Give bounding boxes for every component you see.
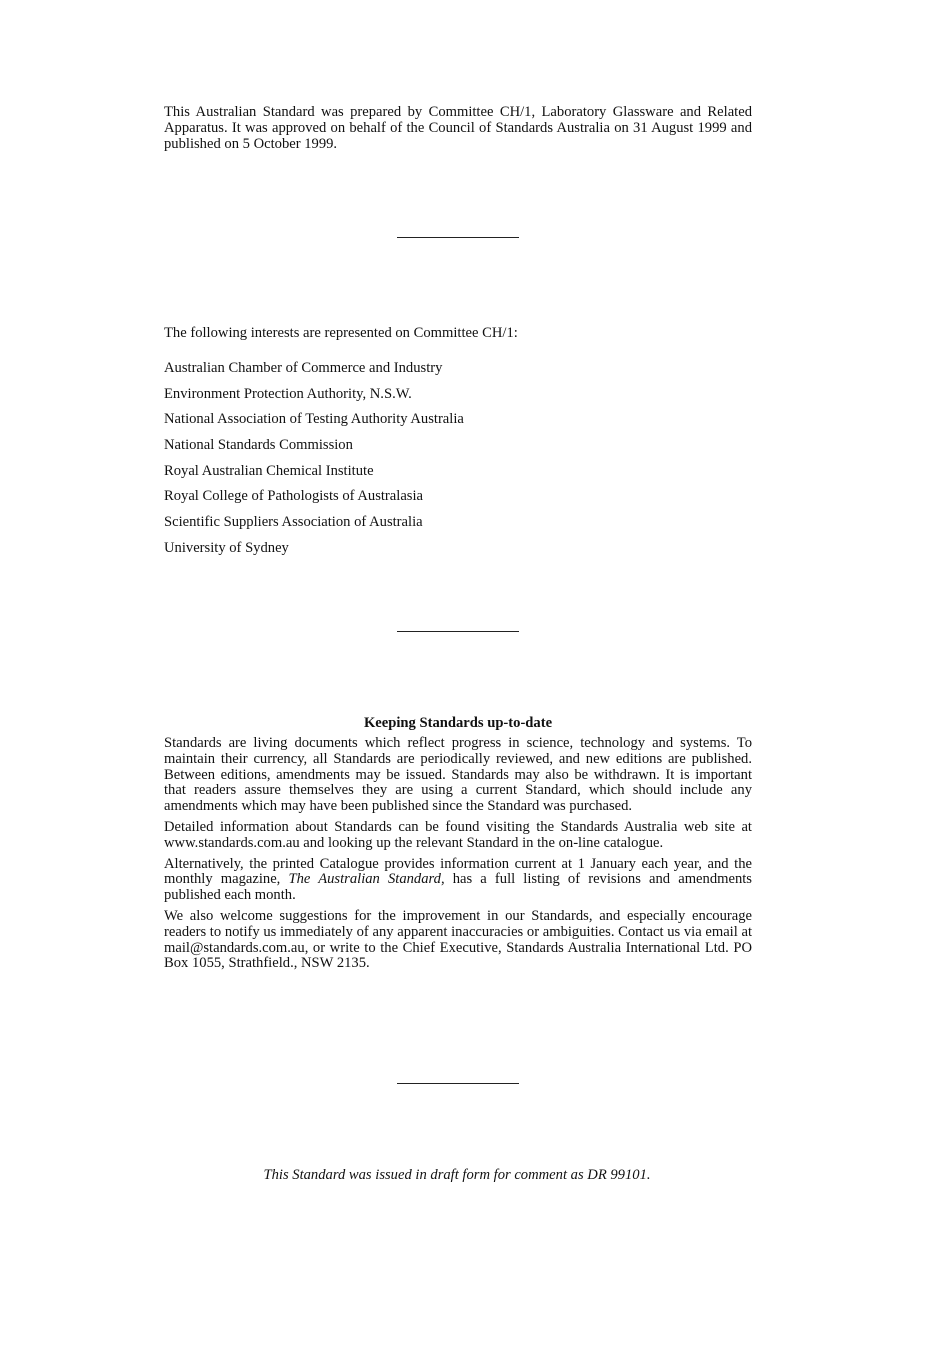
- draft-note: This Standard was issued in draft form for comment as DR 99101.: [263, 1167, 651, 1183]
- committee-heading: The following interests are represented on Committee CH/1:: [164, 325, 518, 341]
- committee-member: University of Sydney: [164, 539, 289, 556]
- section-divider: [397, 1083, 519, 1084]
- committee-member: Royal College of Pathologists of Australasia: [164, 488, 424, 505]
- paragraph-web-site: Detailed information about Standards can be found visiting the Standards Australia web site at www.standards.com.au and looking up the relevant Standard in the on-line catalogue.: [164, 818, 752, 851]
- committee-member: Royal Australian Chemical Institute: [164, 462, 374, 479]
- paragraph-catalogue: [164, 857, 752, 904]
- section-title: Keeping Standards up-to-date: [363, 715, 553, 731]
- catalogue-text-end: , has a full listing of revisions and amendments published each month.: [164, 871, 752, 904]
- committee-member-list: [164, 359, 464, 565]
- committee-member: National Standards Commission: [164, 437, 353, 454]
- section-divider: [397, 631, 519, 632]
- magazine-title: The Australian Standard: [288, 871, 441, 888]
- keeping-standards-section: [164, 714, 752, 977]
- section-divider: [397, 237, 519, 238]
- paragraph-living-documents: Standards are living documents which reflect progress in science, technology and systems. To maintain their currency, all Standards are periodically reviewed, and new editions are published. Between editions, amendments may be issued. Standards may also be withdrawn. It is important that readers assure themselves they are using a current Standard, which should include any amendments which may have been published since the Standard was purchased.: [164, 735, 752, 815]
- paragraph-contact: We also welcome suggestions for the improvement in our Standards, and especially encourage readers to notify us immediately of any apparent inaccuracies or ambiguities. Contact us via email at mail@standards.com.au, or write to the Chief Executive, Standards Australia International Ltd. PO Box 1055, Strathfield., NSW 2135.: [164, 907, 752, 972]
- catalogue-text-start: Alternatively, the printed Catalogue provides information current at 1 January each year, and the monthly magazine,: [164, 855, 752, 888]
- committee-member: Scientific Suppliers Association of Australia: [164, 514, 423, 531]
- approval-statement: This Australian Standard was prepared by Committee CH/1, Laboratory Glassware and Related Apparatus. It was approved on behalf of the Council of Standards Australia on 31 August 1999 and published on 5 October 1999.: [164, 104, 752, 152]
- committee-member: Australian Chamber of Commerce and Industry: [164, 360, 443, 376]
- committee-member: Environment Protection Authority, N.S.W.: [164, 385, 412, 402]
- committee-member: National Association of Testing Authority Australia: [164, 411, 464, 428]
